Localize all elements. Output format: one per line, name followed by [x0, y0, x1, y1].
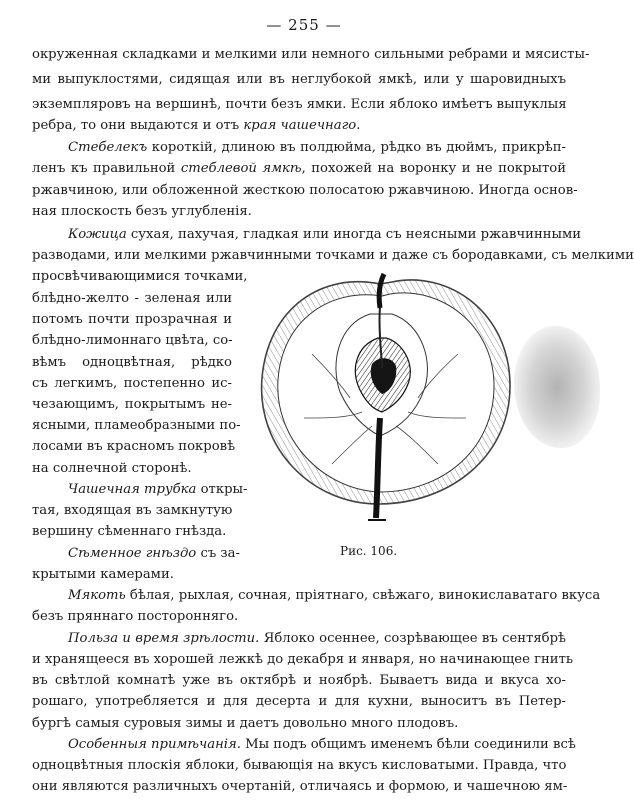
italic-term: Чашечная трубка	[68, 482, 197, 497]
text-run: ленъ къ правильной	[32, 161, 181, 176]
text-run: вѣмъ одноцвѣтная, рѣдко	[32, 355, 232, 370]
text-line	[32, 715, 566, 733]
text-run: экземпляровъ на вершинѣ, почти безъ ямки. Если яблоко имѣетъ выпуклыя	[32, 97, 567, 112]
text-line	[32, 375, 232, 393]
italic-term: Мякоть	[68, 588, 126, 603]
text-line	[68, 481, 248, 499]
text-run: крытыми камерами.	[32, 567, 174, 582]
text-run: потомъ почти прозрачная и	[32, 312, 232, 327]
text-line	[68, 630, 566, 648]
text-run: рошаго, употребляется и для десерта и для кухни, выноситъ въ Петер-	[32, 694, 566, 709]
text-line	[32, 96, 566, 114]
text-run: они являются различныхъ очертаній, отличаясь и формою, и чашечною ям-	[32, 779, 568, 794]
text-run: бургѣ самыя суровыя зимы и даетъ довольно много плодовъ.	[32, 716, 459, 731]
text-run: Мы подъ общимъ именемъ бѣли соединили всѣ	[240, 737, 576, 752]
text-line	[32, 203, 566, 221]
text-run: окруженная складками и мелкими или немного сильными ребрами и мясисты-	[32, 47, 590, 62]
text-line	[32, 247, 634, 265]
text-line	[32, 160, 566, 178]
text-run: .	[356, 118, 361, 133]
text-line	[32, 417, 241, 435]
text-line	[32, 460, 232, 478]
text-run: ясными, пламеобразными по-	[32, 418, 241, 433]
text-line	[68, 736, 576, 754]
italic-term: Особенныя примѣчанія.	[68, 737, 241, 752]
text-run: съ легкимъ, постепенно ис-	[32, 376, 232, 391]
text-run: на солнечной сторонѣ.	[32, 461, 192, 476]
text-run: бѣлая, рыхлая, сочная, пріятнаго, свѣжаго, винокиславатаго вкуса	[125, 588, 601, 603]
text-run: короткій, длиною въ полдюйма, рѣдко въ дюймъ, прикрѣп-	[147, 140, 566, 155]
italic-term: Кожица	[68, 227, 127, 242]
page-number: — 255 —	[266, 16, 342, 34]
italic-term: Сѣменное гнѣздо	[68, 546, 197, 561]
text-run: ребра, то они выдаются и отъ	[32, 118, 244, 133]
text-line	[32, 332, 232, 350]
text-run: одноцвѣтныя плоскія яблоки, бывающія на вкусъ кисловатыми. Правда, что	[32, 758, 567, 773]
text-line	[32, 311, 232, 329]
text-line	[32, 778, 566, 796]
apple-cross-section-illustration	[252, 268, 520, 530]
text-run: ная плоскость безъ углубленія.	[32, 204, 252, 219]
paper-stain	[514, 326, 600, 448]
text-run: ржавчиною, или обложенной жесткою полосатою ржавчиною. Иногда основ-	[32, 183, 578, 198]
text-run: разводами, или мелкими ржавчинными точками и даже съ бородавками, съ мелкими	[32, 248, 634, 263]
text-line	[32, 693, 566, 711]
text-line	[32, 71, 566, 89]
text-run: , похожей на воронку и не покрытой	[301, 161, 567, 176]
italic-term: Польза и время зрѣлости.	[68, 631, 260, 646]
italic-term: Стебелекъ	[68, 140, 148, 155]
text-run: и хранящееся въ хорошей лежкѣ до декабря и января, но начинающее гнить	[32, 652, 574, 667]
text-run: Яблоко осеннее, созрѣвающее въ сентябрѣ	[259, 631, 566, 646]
text-line	[32, 651, 574, 669]
text-line	[68, 226, 582, 244]
text-line	[32, 757, 566, 775]
text-run: чезающимъ, покрытымъ не-	[32, 397, 232, 412]
text-line	[32, 608, 566, 626]
text-line	[32, 117, 566, 135]
text-run: въ свѣтлой комнатѣ уже въ октябрѣ и ноябрѣ. Бываетъ вида и вкуса хо-	[32, 673, 566, 688]
text-line	[32, 566, 232, 584]
text-line	[32, 46, 590, 64]
text-line	[68, 587, 601, 605]
text-run: просвѣчивающимися точками,	[32, 269, 248, 284]
text-line	[32, 672, 566, 690]
text-run: безъ пряннаго посторонняго.	[32, 609, 239, 624]
text-line	[68, 545, 240, 563]
text-run: лосами въ красномъ покровѣ	[32, 439, 236, 454]
text-run: блѣдно-желто - зеленая или	[32, 291, 232, 306]
text-line	[32, 268, 248, 286]
text-run: сухая, пахучая, гладкая или иногда съ неясными ржавчинными	[126, 227, 582, 242]
text-line	[32, 354, 232, 372]
text-line	[32, 502, 232, 520]
text-run: тая, входящая въ замкнутую	[32, 503, 233, 518]
text-run: съ за-	[196, 546, 240, 561]
text-run: ми выпуклостями, сидящая или въ неглубокой ямкѣ, или у шаровидныхъ	[32, 72, 566, 87]
text-line	[32, 523, 232, 541]
text-line	[32, 290, 232, 308]
italic-term: стеблевой ямкѣ	[180, 161, 302, 176]
text-run: блѣдно-лимоннаго цвѣта, со-	[32, 333, 233, 348]
figure-caption: Рис. 106.	[340, 544, 398, 558]
text-line	[68, 139, 566, 157]
text-line	[32, 438, 236, 456]
text-line	[32, 396, 232, 414]
text-run: откры-	[196, 482, 248, 497]
text-run: вершину сѣменнаго гнѣзда.	[32, 524, 227, 539]
text-line	[32, 182, 578, 200]
italic-term: края чашечнаго	[243, 118, 357, 133]
apple-engraving	[252, 268, 520, 530]
